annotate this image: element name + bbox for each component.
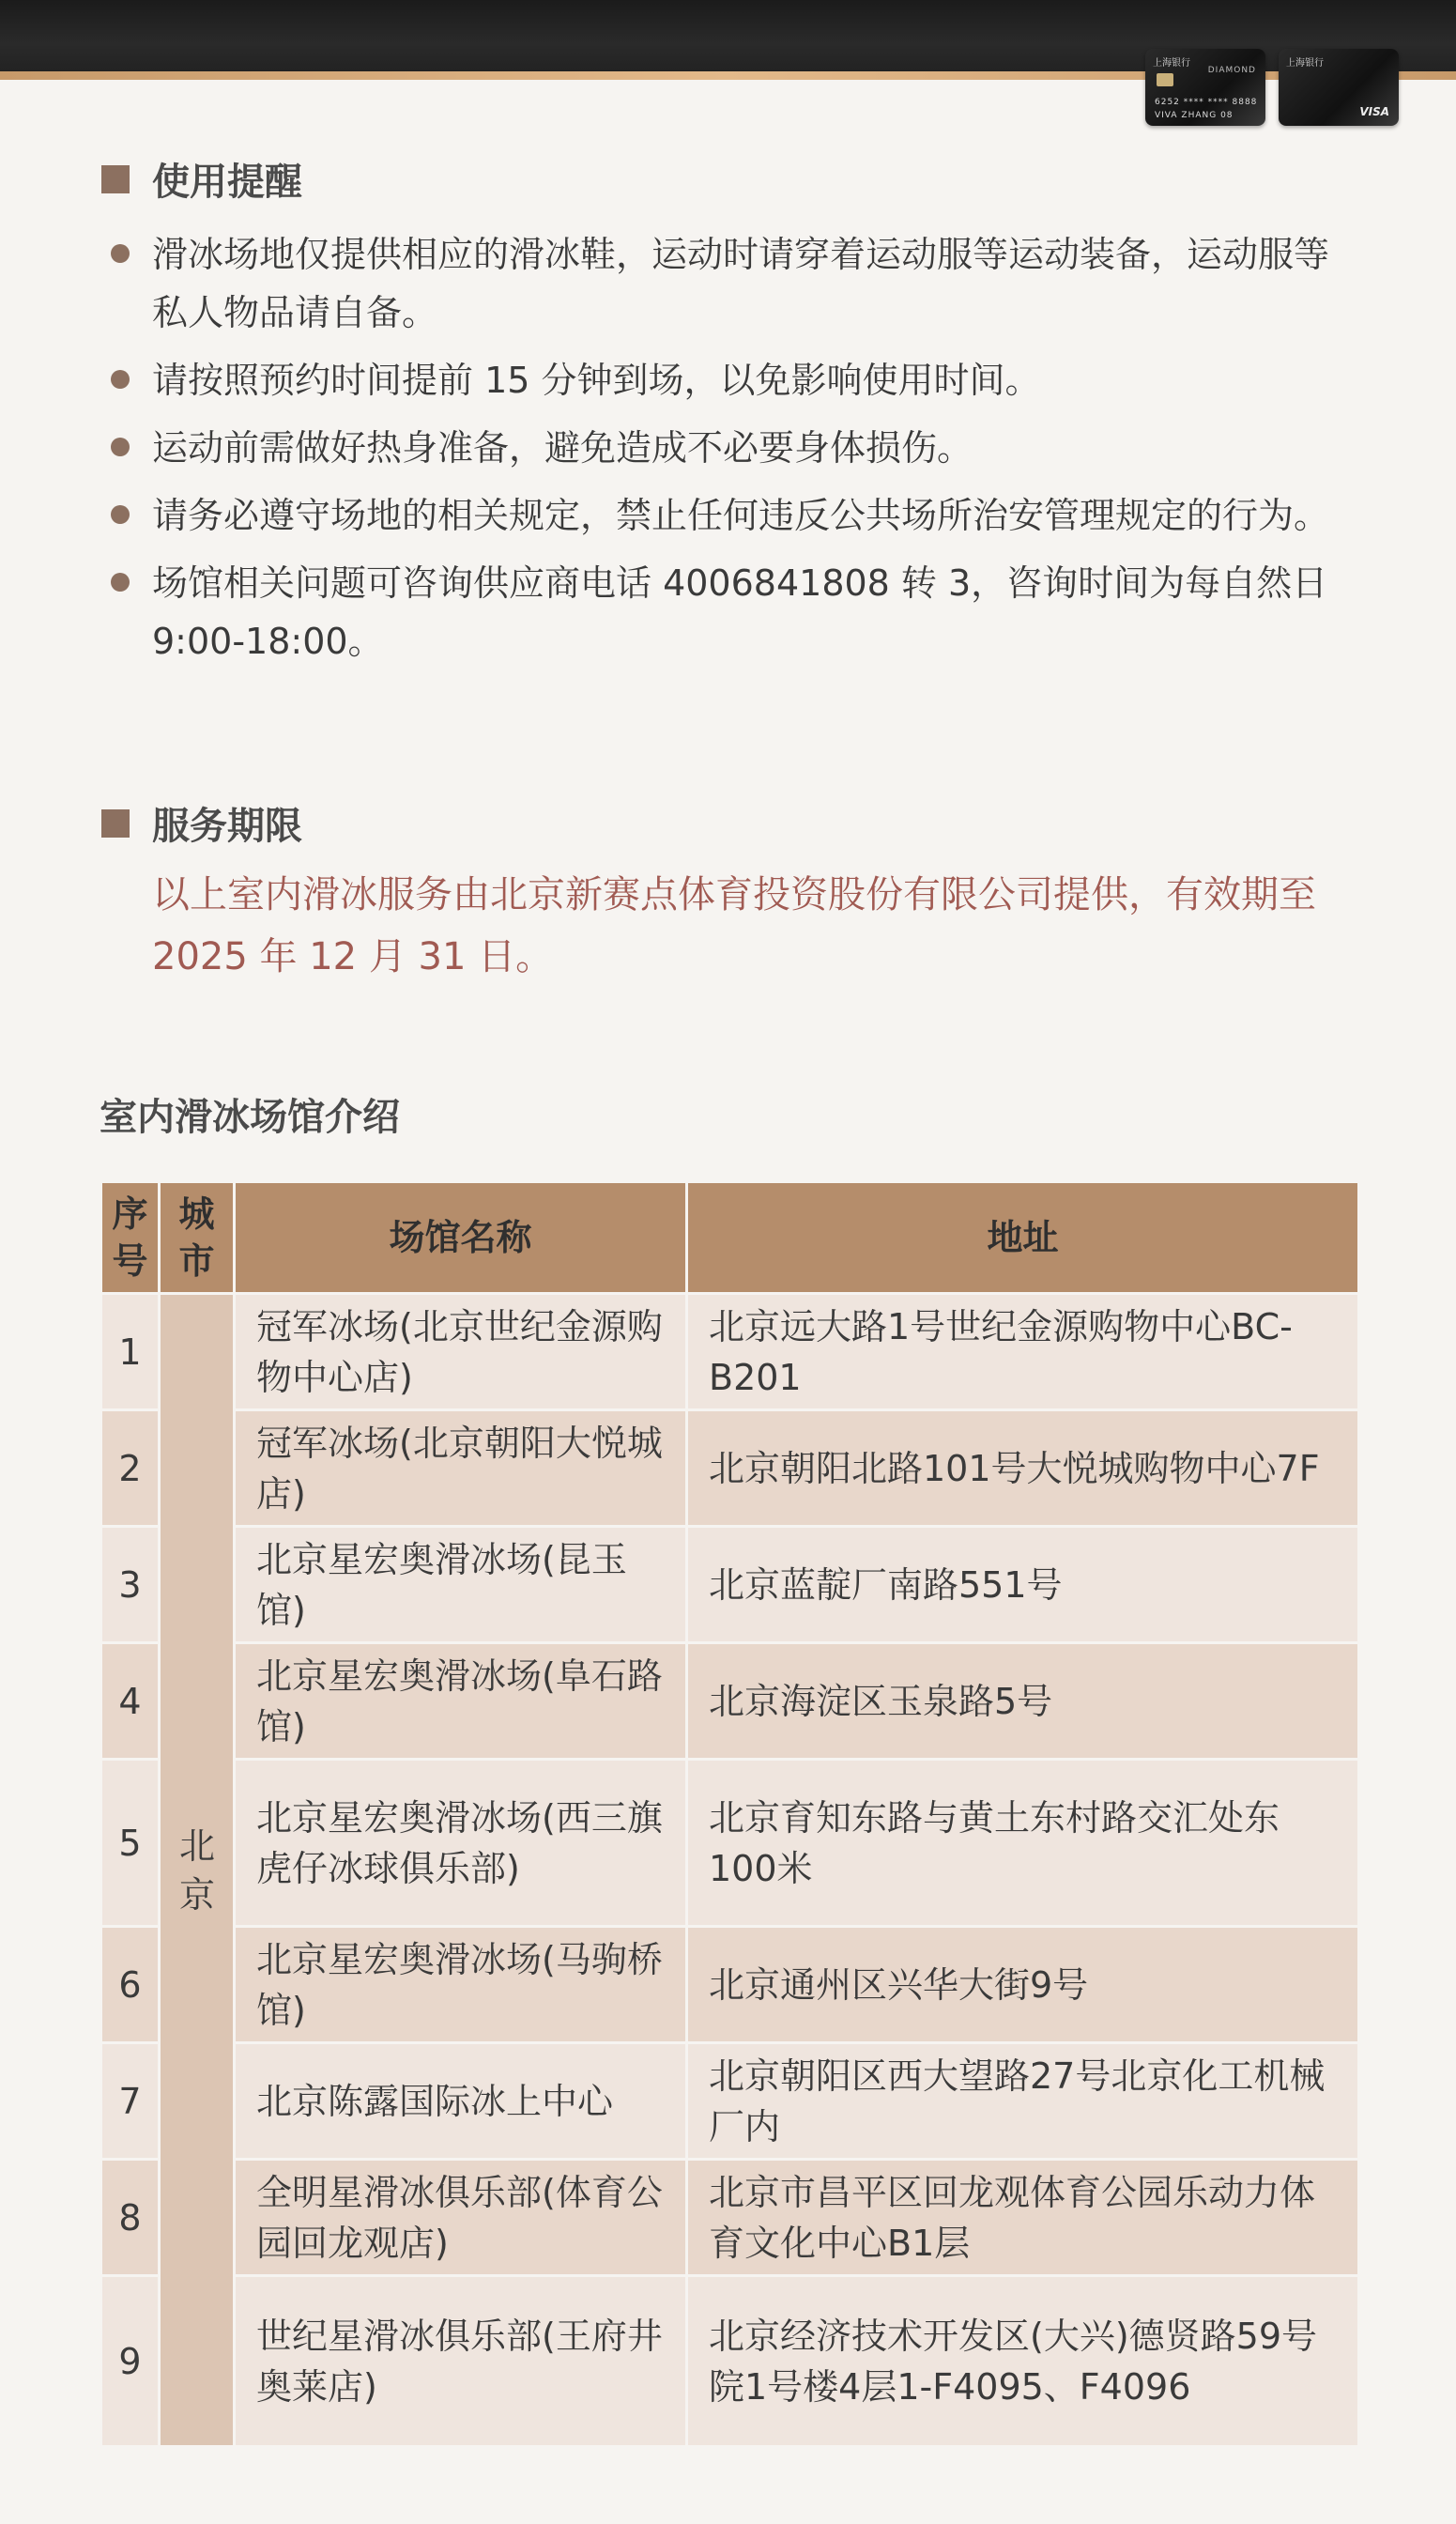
row-index: 3 — [101, 1527, 160, 1643]
table-row — [101, 1294, 1359, 1410]
table-row — [101, 2043, 1359, 2160]
diamond-card-image — [1145, 49, 1265, 126]
table-header-row — [101, 1182, 1359, 1294]
header-city: 城市 — [160, 1182, 235, 1294]
card-number: 6252 **** **** 8888 — [1155, 98, 1258, 107]
service-section-title: 服务期限 — [152, 805, 302, 848]
venue-name: 北京星宏奥滑冰场(马驹桥馆) — [235, 1927, 687, 2043]
service-term-text: 以上室内滑冰服务由北京新赛点体育投资股份有限公司提供，有效期至 2025 年 12 月 31 日。 — [152, 873, 1316, 978]
bullet-dot-icon — [111, 370, 130, 389]
row-index: 4 — [101, 1643, 160, 1760]
usage-item: 场馆相关问题可咨询供应商电话 4006841808 转 3，咨询时间为每自然日 9:00-18:00。 — [103, 554, 1361, 670]
row-index: 6 — [101, 1927, 160, 2043]
card-holder-name: VIVA ZHANG 08 — [1155, 111, 1234, 120]
venue-address: 北京蓝靛厂南路551号 — [687, 1527, 1359, 1643]
row-index: 1 — [101, 1294, 160, 1410]
table-row — [101, 2160, 1359, 2276]
row-index: 8 — [101, 2160, 160, 2276]
bullet-dot-icon — [111, 438, 130, 456]
venue-name: 北京陈露国际冰上中心 — [235, 2043, 687, 2160]
venue-name: 冠军冰场(北京世纪金源购物中心店) — [235, 1294, 687, 1410]
square-bullet-icon — [101, 809, 130, 838]
usage-item: 请按照预约时间提前 15 分钟到场，以免影响使用时间。 — [103, 351, 1361, 409]
venue-address: 北京朝阳区西大望路27号北京化工机械厂内 — [687, 2043, 1359, 2160]
card-label: DIAMOND — [1207, 66, 1256, 75]
table-row — [101, 1527, 1359, 1643]
header-index: 序号 — [101, 1182, 160, 1294]
table-row — [101, 1410, 1359, 1527]
header-address: 地址 — [687, 1182, 1359, 1294]
venue-address: 北京通州区兴华大街9号 — [687, 1927, 1359, 2043]
header-venue-name: 场馆名称 — [235, 1182, 687, 1294]
venue-address: 北京朝阳北路101号大悦城购物中心7F — [687, 1410, 1359, 1527]
table-row — [101, 1643, 1359, 1760]
usage-item: 运动前需做好热身准备，避免造成不必要身体损伤。 — [103, 419, 1361, 477]
table-row — [101, 2276, 1359, 2447]
bullet-dot-icon — [111, 573, 130, 592]
venue-name: 北京星宏奥滑冰场(昆玉馆) — [235, 1527, 687, 1643]
city-cell: 北京 — [160, 1294, 235, 2447]
usage-section-header — [101, 152, 302, 206]
usage-bullet-list — [103, 225, 1361, 680]
venue-address: 北京市昌平区回龙观体育公园乐动力体育文化中心B1层 — [687, 2160, 1359, 2276]
bullet-dot-icon — [111, 244, 130, 263]
row-index: 2 — [101, 1410, 160, 1527]
square-bullet-icon — [101, 165, 130, 193]
venue-name: 冠军冰场(北京朝阳大悦城店) — [235, 1410, 687, 1527]
card-brand: 上海银行 — [1286, 58, 1324, 69]
venue-address: 北京海淀区玉泉路5号 — [687, 1643, 1359, 1760]
usage-item: 请务必遵守场地的相关规定，禁止任何违反公共场所治安管理规定的行为。 — [103, 486, 1361, 545]
visa-logo: VISA — [1359, 105, 1389, 118]
venue-name: 世纪星滑冰俱乐部(王府井奥莱店) — [235, 2276, 687, 2447]
row-index: 7 — [101, 2043, 160, 2160]
visa-card-image — [1279, 49, 1399, 126]
usage-item: 滑冰场地仅提供相应的滑冰鞋，运动时请穿着运动服等运动装备，运动服等私人物品请自备。 — [103, 225, 1361, 342]
bullet-dot-icon — [111, 505, 130, 524]
row-index: 9 — [101, 2276, 160, 2447]
venue-address: 北京经济技术开发区(大兴)德贤路59号院1号楼4层1-F4095、F4096 — [687, 2276, 1359, 2447]
card-brand: 上海银行 — [1153, 58, 1190, 69]
venue-address: 北京远大路1号世纪金源购物中心BC-B201 — [687, 1294, 1359, 1410]
venue-table — [100, 1180, 1360, 2448]
table-row — [101, 1927, 1359, 2043]
venue-name: 北京星宏奥滑冰场(阜石路馆) — [235, 1643, 687, 1760]
service-section-header — [101, 796, 302, 850]
card-chip-icon — [1157, 73, 1173, 86]
venue-name: 北京星宏奥滑冰场(西三旗虎仔冰球俱乐部) — [235, 1760, 687, 1927]
usage-section-title: 使用提醒 — [152, 161, 302, 204]
venue-address: 北京育知东路与黄土东村路交汇处东100米 — [687, 1760, 1359, 1927]
venue-table-title: 室内滑冰场馆介绍 — [100, 1096, 400, 1139]
table-row — [101, 1760, 1359, 1927]
row-index: 5 — [101, 1760, 160, 1927]
venue-name: 全明星滑冰俱乐部(体育公园回龙观店) — [235, 2160, 687, 2276]
